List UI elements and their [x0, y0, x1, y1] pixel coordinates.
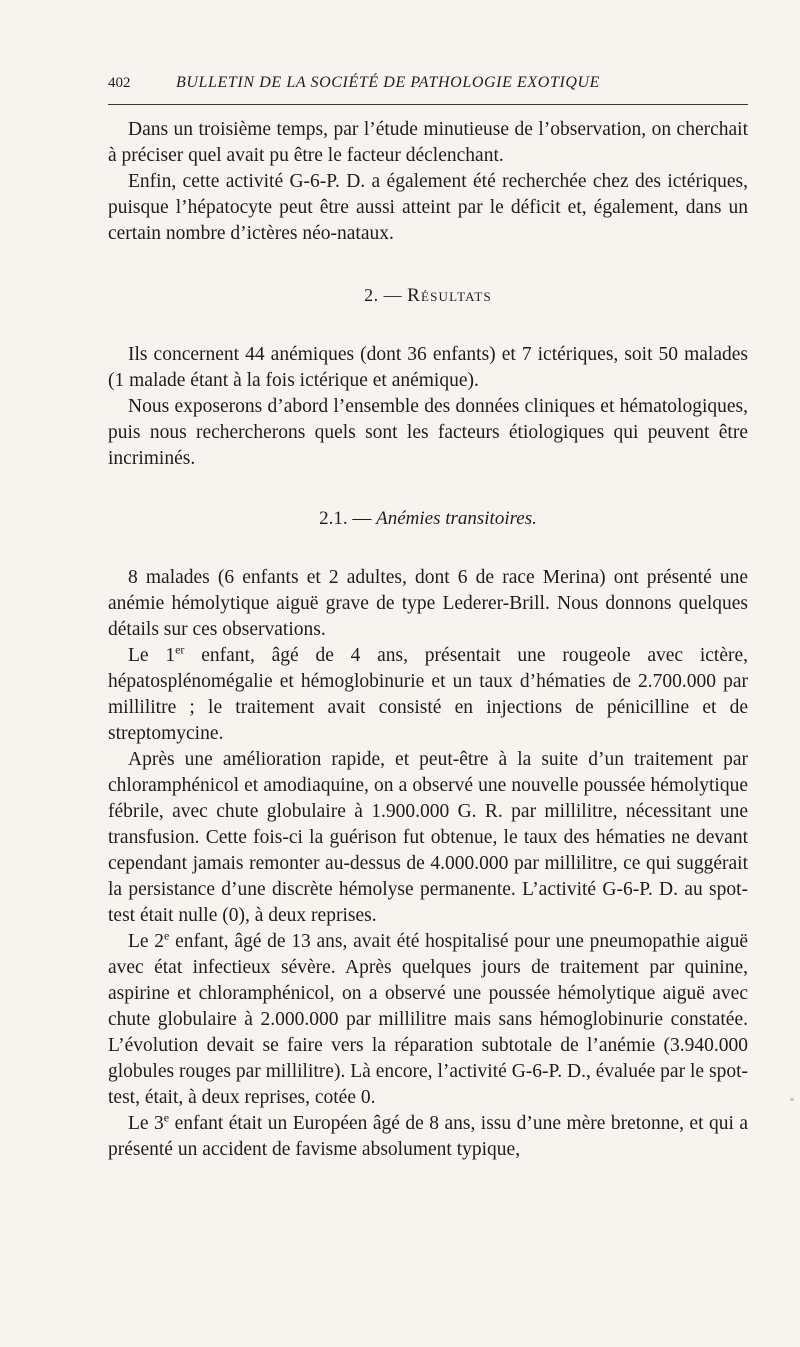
paragraph: Enfin, cette activité G-6-P. D. a également été recherchée chez des ictériques, puisque l’hépatocyte peut être aussi atteint par le déficit et, également, dans un certain nombre d’ictères néo-nataux. [108, 171, 748, 244]
header-rule [108, 104, 748, 105]
case-paragraph-2: Le 2e enfant, âgé de 13 ans, avait été hospitalisé pour une pneumopathie aiguë avec état infectieux sévère. Après quelques jours de traitement par quinine, aspirine et chloramphénicol, on a observé une poussée hémolytique aiguë avec chute globulaire à 2.000.000 par millilitre mais sans hémoglobinurie constatée. L’évolution devait se faire vers la réparation subtotale de l’anémie (3.940.000 globules rouges par millilitre). Là encore, l’activité G-6-P. D., évaluée par le spot-test, était, à deux reprises, cotée 0. [108, 928, 748, 1108]
page-number: 402 [108, 75, 131, 91]
subsection-number: 2.1. — [319, 508, 377, 529]
section-title: Résultats [407, 285, 492, 306]
paragraph: Nous exposerons d’abord l’ensemble des données cliniques et hématologiques, puis nous rechercherons quels sont les facteurs étiologiques qui peuvent être incriminés. [108, 396, 748, 469]
running-header [108, 74, 748, 92]
paragraph: 8 malades (6 enfants et 2 adultes, dont 6 de race Merina) ont présenté une anémie hémolytique aiguë grave de type Lederer-Brill. Nous donnons quelques détails sur ces observations. [108, 567, 748, 640]
case-paragraph-1: Le 1er enfant, âgé de 4 ans, présentait une rougeole avec ictère, hépatosplénomégalie et hémoglobinurie et un taux d’hématies de 2.700.000 par millilitre ; le traitement avait consisté en injections de pénicilline et de streptomycine. [108, 642, 748, 744]
body-text [108, 117, 748, 1163]
subsection-title: Anémies transitoires. [376, 508, 537, 529]
paper-speck [790, 1098, 794, 1101]
section-number: 2. — [364, 285, 408, 305]
paragraph: Ils concernent 44 anémiques (dont 36 enfants) et 7 ictériques, soit 50 malades (1 malade étant à la fois ictérique et anémique). [108, 344, 748, 391]
section-heading [108, 282, 748, 309]
running-title: BULLETIN DE LA SOCIÉTÉ DE PATHOLOGIE EXOTIQUE [176, 74, 601, 91]
paragraph: Dans un troisième temps, par l’étude minutieuse de l’observation, on cherchait à préciser quel avait pu être le facteur déclenchant. [108, 119, 748, 166]
case-paragraph-3: Le 3e enfant était un Européen âgé de 8 ans, issu d’une mère bretonne, et qui a présenté un accident de favisme absolument typique, [108, 1110, 748, 1160]
subsection-heading [108, 506, 748, 532]
paragraph: Après une amélioration rapide, et peut-être à la suite d’un traitement par chloramphénicol et amodiaquine, on a observé une nouvelle poussée hémolytique fébrile, avec chute globulaire à 1.900.000 G. R. par millilitre, nécessitant une transfusion. Cette fois-ci la guérison fut obtenue, le taux des hématies ne devant cependant jamais remonter au-dessus de 4.000.000 par millilitre, ce qui suggérait la persistance d’une discrète hémolyse permanente. L’activité G-6-P. D. au spot-test était nulle (0), à deux reprises. [108, 749, 748, 926]
